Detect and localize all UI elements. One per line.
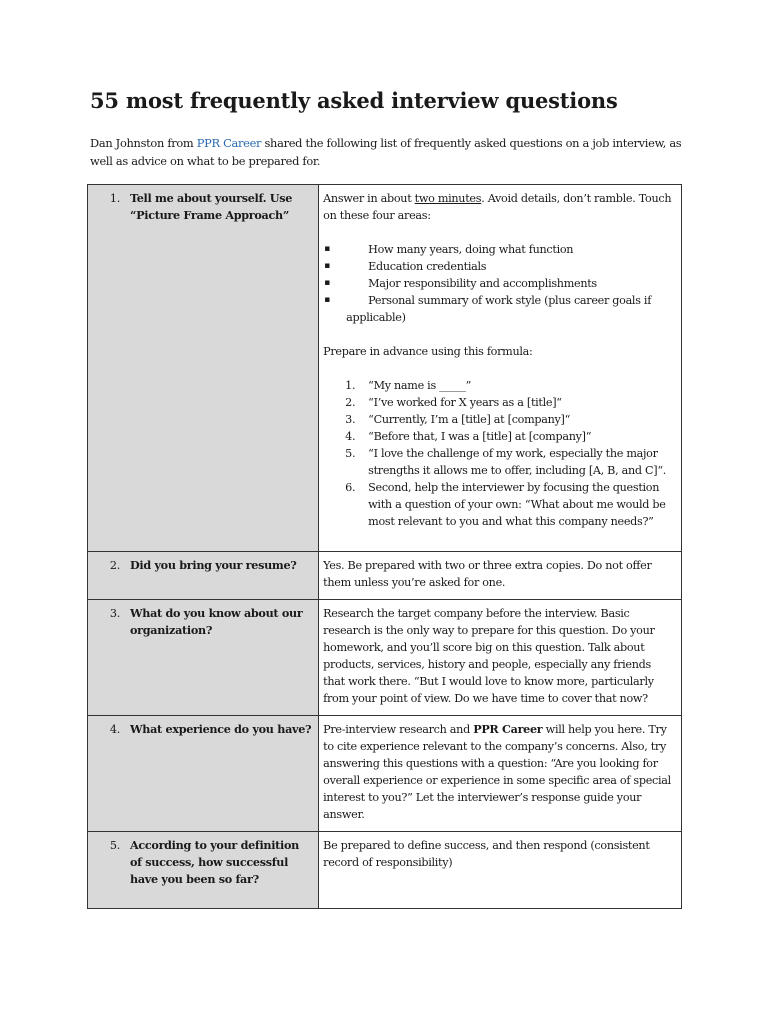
list-number: 3. (345, 413, 356, 426)
answer-text (323, 721, 675, 823)
list-text: Second, help the interviewer by focusing the question with a question of your own: “What about me would be most relevant to you and what this company needs?” (368, 481, 666, 528)
list-number: 4. (345, 430, 356, 443)
list-text: “Currently, I’m a [title] at [company]“ (368, 413, 571, 426)
table-row (88, 600, 682, 716)
answer-cell (319, 832, 682, 909)
answer-bold: PPR Career (473, 722, 543, 736)
page-title: 55 most frequently asked interview questions (90, 88, 618, 113)
formula-list (323, 377, 675, 530)
answer-text: Research the target company before the interview. Basic research is the only way to prepare for this question. Do your homework, and you’ll score big on this question. Talk about products, services, history and people, especially any friends that work there. “But I would love to know more, particularly from your point of view. Do we have time to cover that now? (323, 607, 655, 705)
question-cell (88, 716, 319, 832)
table-row (88, 832, 682, 909)
list-item (323, 377, 675, 394)
list-number: 6. (345, 481, 356, 494)
answer-cell (319, 716, 682, 832)
list-item (323, 394, 675, 411)
bullet-list (323, 241, 675, 309)
question-text: What do you know about our organization? (130, 606, 303, 637)
ppr-career-link[interactable]: PPR Career (196, 136, 262, 150)
answer-cell (319, 600, 682, 716)
answer-text-end: . Avoid details, don’t ramble. Touch on these four areas: (323, 192, 672, 222)
questions-table (87, 184, 682, 909)
list-item: ▪ Personal summary of work style (plus career goals if (323, 292, 675, 309)
answer-text: Yes. Be prepared with two or three extra copies. Do not offer them unless you’re asked for one. (323, 559, 652, 589)
list-number: 5. (345, 447, 356, 460)
question-number: 4. (109, 723, 120, 736)
list-text: “I love the challenge of my work, especially the major strengths it allows me to offer, including [A, B, and C]“. (368, 447, 667, 477)
list-text: “Before that, I was a [title] at [company]“ (368, 430, 592, 443)
question-number: 1. (109, 192, 120, 205)
question-number: 2. (109, 559, 120, 572)
list-item: ▪ Major responsibility and accomplishments (323, 275, 675, 292)
question-number: 5. (109, 839, 120, 852)
list-number: 1. (345, 379, 356, 392)
answer-text (323, 190, 675, 224)
formula-intro: Prepare in advance using this formula: (323, 345, 533, 358)
answer-text-end: will help you here. Try to cite experience relevant to the company’s concerns. Also, try answering this questions with a question: “Are you looking for overall experience or experience in some specific area of special interest to you?” Let the interviewer’s response guide your answer. (323, 723, 671, 821)
answer-underlined: two minutes (414, 192, 482, 205)
answer-text-start: Answer in about (323, 192, 415, 205)
intro-paragraph (90, 134, 690, 170)
list-item (323, 428, 675, 445)
answer-text: Be prepared to define success, and then respond (consistent record of responsibility) (323, 839, 650, 869)
table-row (88, 552, 682, 600)
answer-cell (319, 552, 682, 600)
question-cell (88, 600, 319, 716)
question-cell (88, 185, 319, 552)
list-item (323, 445, 675, 479)
list-item: ▪ Education credentials (323, 258, 675, 275)
list-text: “I’ve worked for X years as a [title]“ (368, 396, 562, 409)
intro-text-after: shared the following list of frequently asked questions on a job interview, as well as advice on what to be prepared for. (90, 136, 682, 168)
question-text: Did you bring your resume? (130, 558, 297, 572)
list-number: 2. (345, 396, 356, 409)
question-cell (88, 832, 319, 909)
table-row (88, 185, 682, 552)
question-text: What experience do you have? (130, 722, 312, 736)
list-item (323, 411, 675, 428)
answer-cell (319, 185, 682, 552)
answer-text-start: Pre-interview research and (323, 723, 474, 736)
list-item (323, 479, 675, 530)
bullet-continuation: applicable) (346, 311, 406, 324)
question-cell (88, 552, 319, 600)
table-row (88, 716, 682, 832)
intro-text-before: Dan Johnston from (90, 136, 197, 150)
list-text: “My name is _____” (368, 379, 472, 392)
question-text: Tell me about yourself. Use “Picture Frame Approach” (130, 191, 293, 222)
list-item: ▪ How many years, doing what function (323, 241, 675, 258)
question-number: 3. (109, 607, 120, 620)
question-text: According to your definition of success, how successful have you been so far? (130, 838, 299, 886)
